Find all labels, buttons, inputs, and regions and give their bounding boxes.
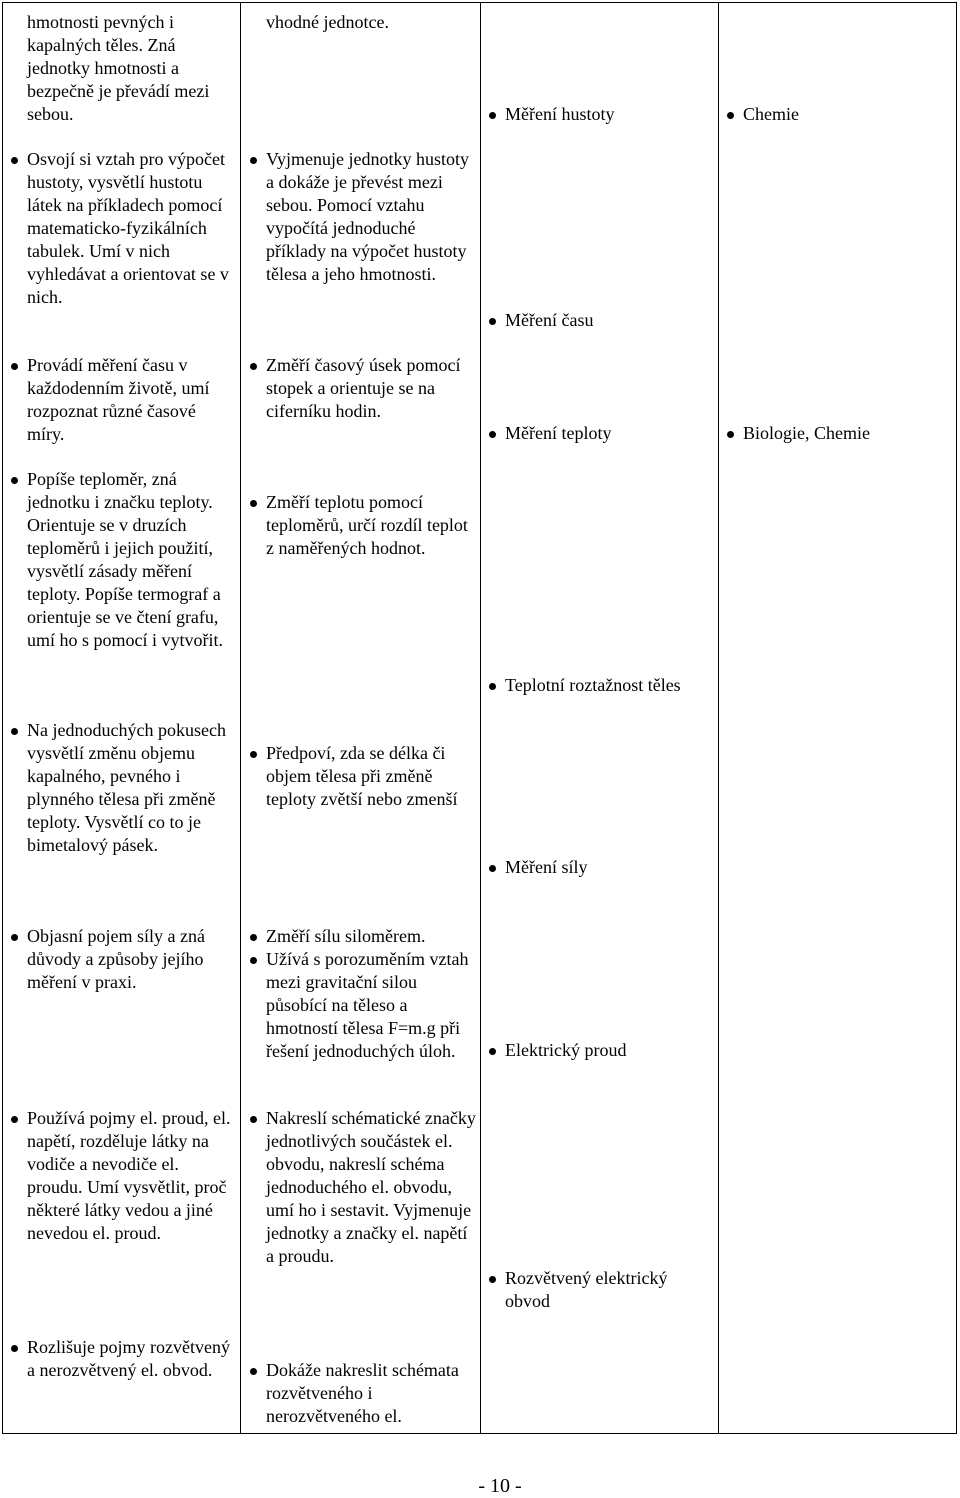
bullet-icon: [489, 1048, 496, 1055]
outcome-cell: [4, 1107, 237, 1245]
topic-item: [482, 856, 714, 879]
skill-cell: [243, 354, 476, 423]
topic-item: [482, 103, 714, 126]
topic-label: Teplotní roztažnost těles: [505, 675, 681, 695]
topic-item: [482, 1267, 714, 1313]
skill-text: [266, 11, 476, 34]
outcome-item: [4, 1336, 237, 1382]
bullet-icon: [250, 934, 257, 941]
outcome-label: Používá pojmy el. proud, el. napětí, rozděluje látky na vodiče a nevodiče el. proudu. Umí vysvětlit, proč některé látky vedou a jiné nevedou el. proud.: [27, 1108, 231, 1243]
outcome-item: [4, 925, 237, 994]
topic-cell: [482, 1267, 714, 1313]
bullet-icon: [11, 477, 18, 484]
outcome-label: Osvojí si vztah pro výpočet hustoty, vysvětlí hustotu látek na příkladech pomocí matematicko-fyzikálních tabulek. Umí v nich vyhledávat a orientovat se v nich.: [27, 149, 229, 307]
relation-item: [720, 422, 952, 445]
skill-label: Změří teplotu pomocí teploměrů, určí rozdíl teplot z naměřených hodnot.: [266, 492, 468, 558]
topic-label: Rozvětvený elektrický obvod: [505, 1268, 668, 1311]
outcome-cell: [4, 925, 237, 994]
outcome-text: [27, 11, 237, 126]
bullet-icon: [11, 363, 18, 370]
bullet-icon: [489, 318, 496, 325]
topic-cell: [482, 422, 714, 445]
page-number: - 10 -: [478, 1475, 522, 1497]
topic-label: Měření hustoty: [505, 104, 615, 124]
relation-label: Biologie, Chemie: [743, 423, 870, 443]
skill-label: Nakreslí schématické značky jednotlivých součástek el. obvodu, nakreslí schéma jednoduchého el. obvodu, umí ho i sestavit. Vyjmenuje jednotky a značky el. napětí a proudu.: [266, 1108, 476, 1266]
topic-cell: [482, 309, 714, 332]
bullet-icon: [11, 1345, 18, 1352]
bullet-icon: [11, 934, 18, 941]
topic-cell: [482, 103, 714, 126]
topic-cell: [482, 674, 714, 697]
skill-cell: [243, 1107, 476, 1268]
outcome-item: [4, 468, 237, 652]
bullet-icon: [489, 865, 496, 872]
skill-label: Změří časový úsek pomocí stopek a orientuje se na ciferníku hodin.: [266, 355, 461, 421]
outcome-text-continued: hmotnosti pevných i kapalných těles. Zná jednotky hmotnosti a bezpečně je převádí mezi sebou.: [27, 12, 210, 124]
outcome-item: [4, 354, 237, 446]
column-divider: [240, 2, 241, 1434]
skill-cell: [243, 491, 476, 560]
outcome-label: Popíše teploměr, zná jednotku i značku teploty. Orientuje se v druzích teploměrů i jejich použití, vysvětlí zásady měření teploty. Popíše termograf a orientuje se ve čtení grafu, umí ho s pomocí i vytvořit.: [27, 469, 223, 650]
outcome-item: [4, 719, 237, 857]
outcome-cell: [4, 148, 237, 309]
bullet-icon: [11, 1116, 18, 1123]
bullet-icon: [11, 728, 18, 735]
skill-item: [243, 1107, 476, 1268]
outcome-item: [4, 1107, 237, 1245]
bullet-icon: [250, 500, 257, 507]
skill-label: Změří sílu siloměrem.: [266, 926, 426, 946]
bullet-icon: [489, 683, 496, 690]
relation-cell: [720, 422, 952, 445]
topic-label: Elektrický proud: [505, 1040, 627, 1060]
topic-label: Měření síly: [505, 857, 588, 877]
skill-item: [243, 354, 476, 423]
column-divider: [718, 2, 719, 1434]
skill-item: [243, 1359, 476, 1428]
topic-label: Měření času: [505, 310, 594, 330]
topic-item: [482, 422, 714, 445]
skill-item: [243, 148, 476, 286]
topic-cell: [482, 856, 714, 879]
outcome-cell: [4, 719, 237, 857]
outcome-item: [4, 148, 237, 309]
relation-label: Chemie: [743, 104, 799, 124]
column-divider: [480, 2, 481, 1434]
skill-label: Užívá s porozuměním vztah mezi gravitační silou působící na těleso a hmotností tělesa F=m.g při řešení jednoduchých úloh.: [266, 949, 469, 1061]
outcome-label: Rozlišuje pojmy rozvětvený a nerozvětvený el. obvod.: [27, 1337, 230, 1380]
outcome-label: Provádí měření času v každodenním životě, umí rozpoznat různé časové míry.: [27, 355, 210, 444]
outcome-cell: [4, 1336, 237, 1382]
bullet-icon: [11, 157, 18, 164]
topic-item: [482, 309, 714, 332]
skill-text-continued: vhodné jednotce.: [266, 12, 389, 32]
bullet-icon: [727, 112, 734, 119]
skill-item: [243, 948, 476, 1063]
topic-cell: [482, 1039, 714, 1062]
bullet-icon: [250, 751, 257, 758]
outcome-label: Objasní pojem síly a zná důvody a způsoby jejího měření v praxi.: [27, 926, 205, 992]
bullet-icon: [727, 431, 734, 438]
relation-item: [720, 103, 952, 126]
bullet-icon: [489, 431, 496, 438]
bullet-icon: [250, 957, 257, 964]
skill-item: [243, 742, 476, 811]
bullet-icon: [250, 363, 257, 370]
skill-label: Vyjmenuje jednotky hustoty a dokáže je převést mezi sebou. Pomocí vztahu vypočítá jednoduché příklady na výpočet hustoty tělesa a jeho hmotnosti.: [266, 149, 469, 284]
skill-item: [243, 491, 476, 560]
bullet-icon: [489, 112, 496, 119]
skill-label: Dokáže nakreslit schémata rozvětveného i nerozvětveného el.: [266, 1360, 459, 1426]
bullet-icon: [250, 1368, 257, 1375]
skill-cell: [243, 925, 476, 1063]
skill-cell: [243, 148, 476, 286]
outcome-cell: [4, 354, 237, 446]
relation-cell: [720, 103, 952, 126]
bullet-icon: [250, 1116, 257, 1123]
skill-label: Předpoví, zda se délka či objem tělesa při změně teploty zvětší nebo zmenší: [266, 743, 458, 809]
bullet-icon: [489, 1276, 496, 1283]
bullet-icon: [250, 157, 257, 164]
skill-cell: [243, 742, 476, 811]
topic-label: Měření teploty: [505, 423, 612, 443]
skill-cell: [243, 1359, 476, 1428]
topic-item: [482, 674, 714, 697]
topic-item: [482, 1039, 714, 1062]
outcome-cell: [4, 468, 237, 652]
outcome-label: Na jednoduchých pokusech vysvětlí změnu objemu kapalného, pevného i plynného tělesa při změně teploty. Vysvětlí co to je bimetalový pásek.: [27, 720, 226, 855]
skill-item: [243, 925, 476, 948]
